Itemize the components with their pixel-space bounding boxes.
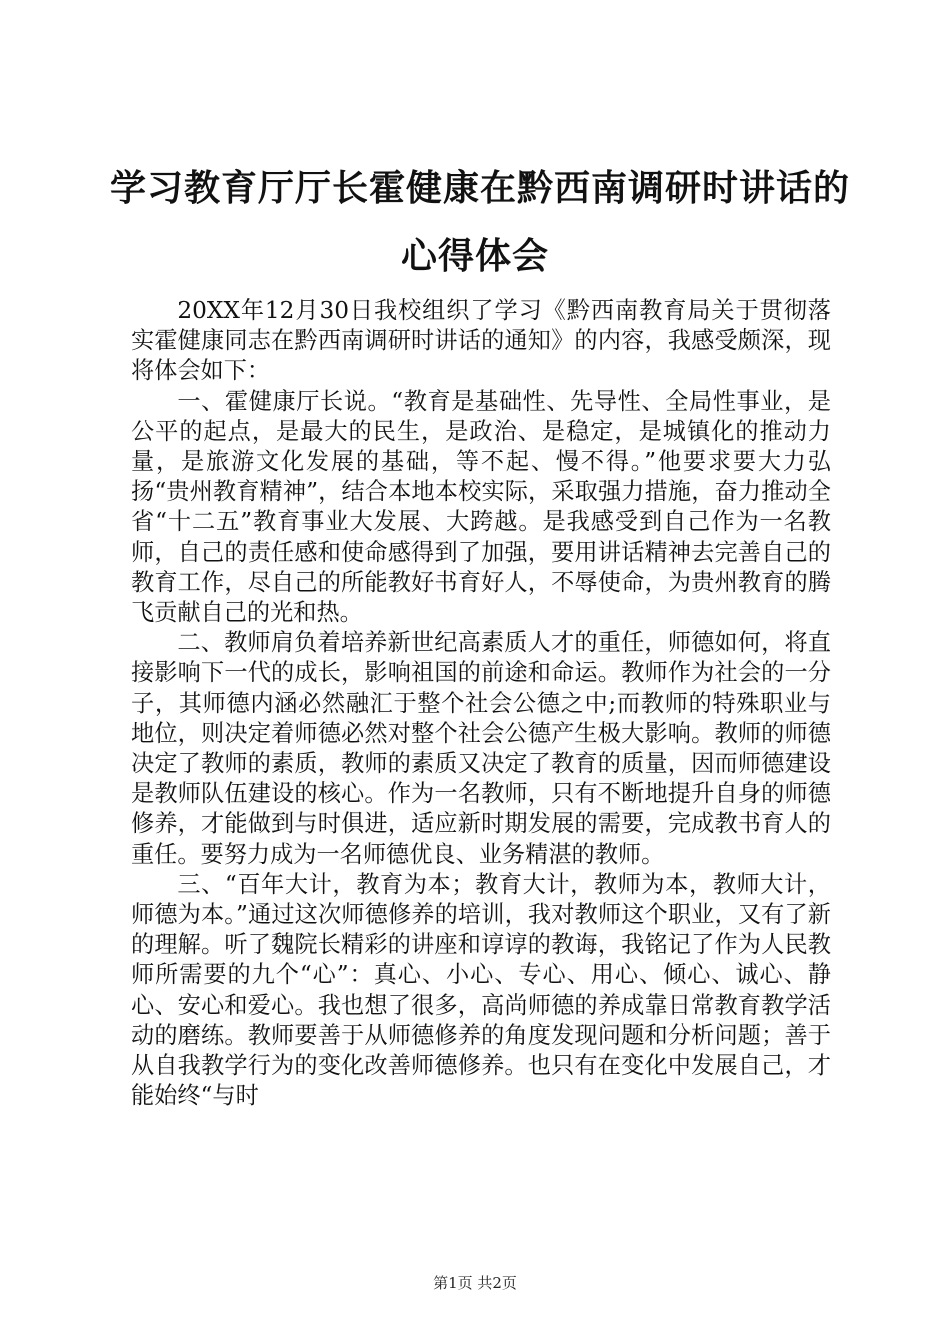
page-title-line-1: 学习教育厅厅长霍健康在黔西南调研时讲话的 (110, 168, 851, 209)
body-text (131, 296, 831, 1111)
paragraph-three: 三、“百年大计，教育为本；教育大计，教师为本，教师大计，师德为本。”通过这次师德修养的培训，我对教师这个职业，又有了新的理解。听了魏院长精彩的讲座和谆谆的教诲，我铭记了作为人民教师所需要的九个“心”：真心、小心、专心、用心、倾心、诚心、静心、安心和爱心。我也想了很多，高尚师德的养成靠日常教育教学活动的磨练。教师要善于从师德修养的角度发现问题和分析问题；善于从自我教学行为的变化改善师德修养。也只有在变化中发展自己，才能始终“与时 (131, 870, 831, 1110)
paragraph-one: 一、霍健康厅长说。“教育是基础性、先导性、全局性事业，是公平的起点，是最大的民生，是政治、是稳定，是城镇化的推动力量，是旅游文化发展的基础，等不起、慢不得。”他要求要大力弘扬“贵州教育精神”，结合本地本校实际，采取强力措施，奋力推动全省“十二五”教育事业大发展、大跨越。是我感受到自己作为一名教师，自己的责任感和使命感得到了加强，要用讲话精神去完善自己的教育工作，尽自己的所能教好书育好人，不辱使命，为贵州教育的腾飞贡献自己的光和热。 (131, 387, 831, 627)
paragraph-two: 二、教师肩负着培养新世纪高素质人才的重任，师德如何，将直接影响下一代的成长，影响祖国的前途和命运。教师作为社会的一分子，其师德内涵必然融汇于整个社会公德之中;而教师的特殊职业与地位，则决定着师德必然对整个社会公德产生极大影响。教师的师德决定了教师的素质，教师的素质又决定了教育的质量，因而师德建设是教师队伍建设的核心。作为一名教师，只有不断地提升自身的师德修养，才能做到与时俱进，适应新时期发展的需要，完成教书育人的重任。要努力成为一名师德优良、业务精湛的教师。 (131, 629, 831, 868)
page-title-line-2: 心得体会 (400, 236, 549, 277)
paragraph-intro: 20XX年12月30日我校组织了学习《黔西南教育局关于贯彻落实霍健康同志在黔西南调研时讲话的通知》的内容，我感受颇深，现将体会如下： (131, 297, 831, 385)
page-footer: 第1页 共2页 (433, 1274, 517, 1292)
